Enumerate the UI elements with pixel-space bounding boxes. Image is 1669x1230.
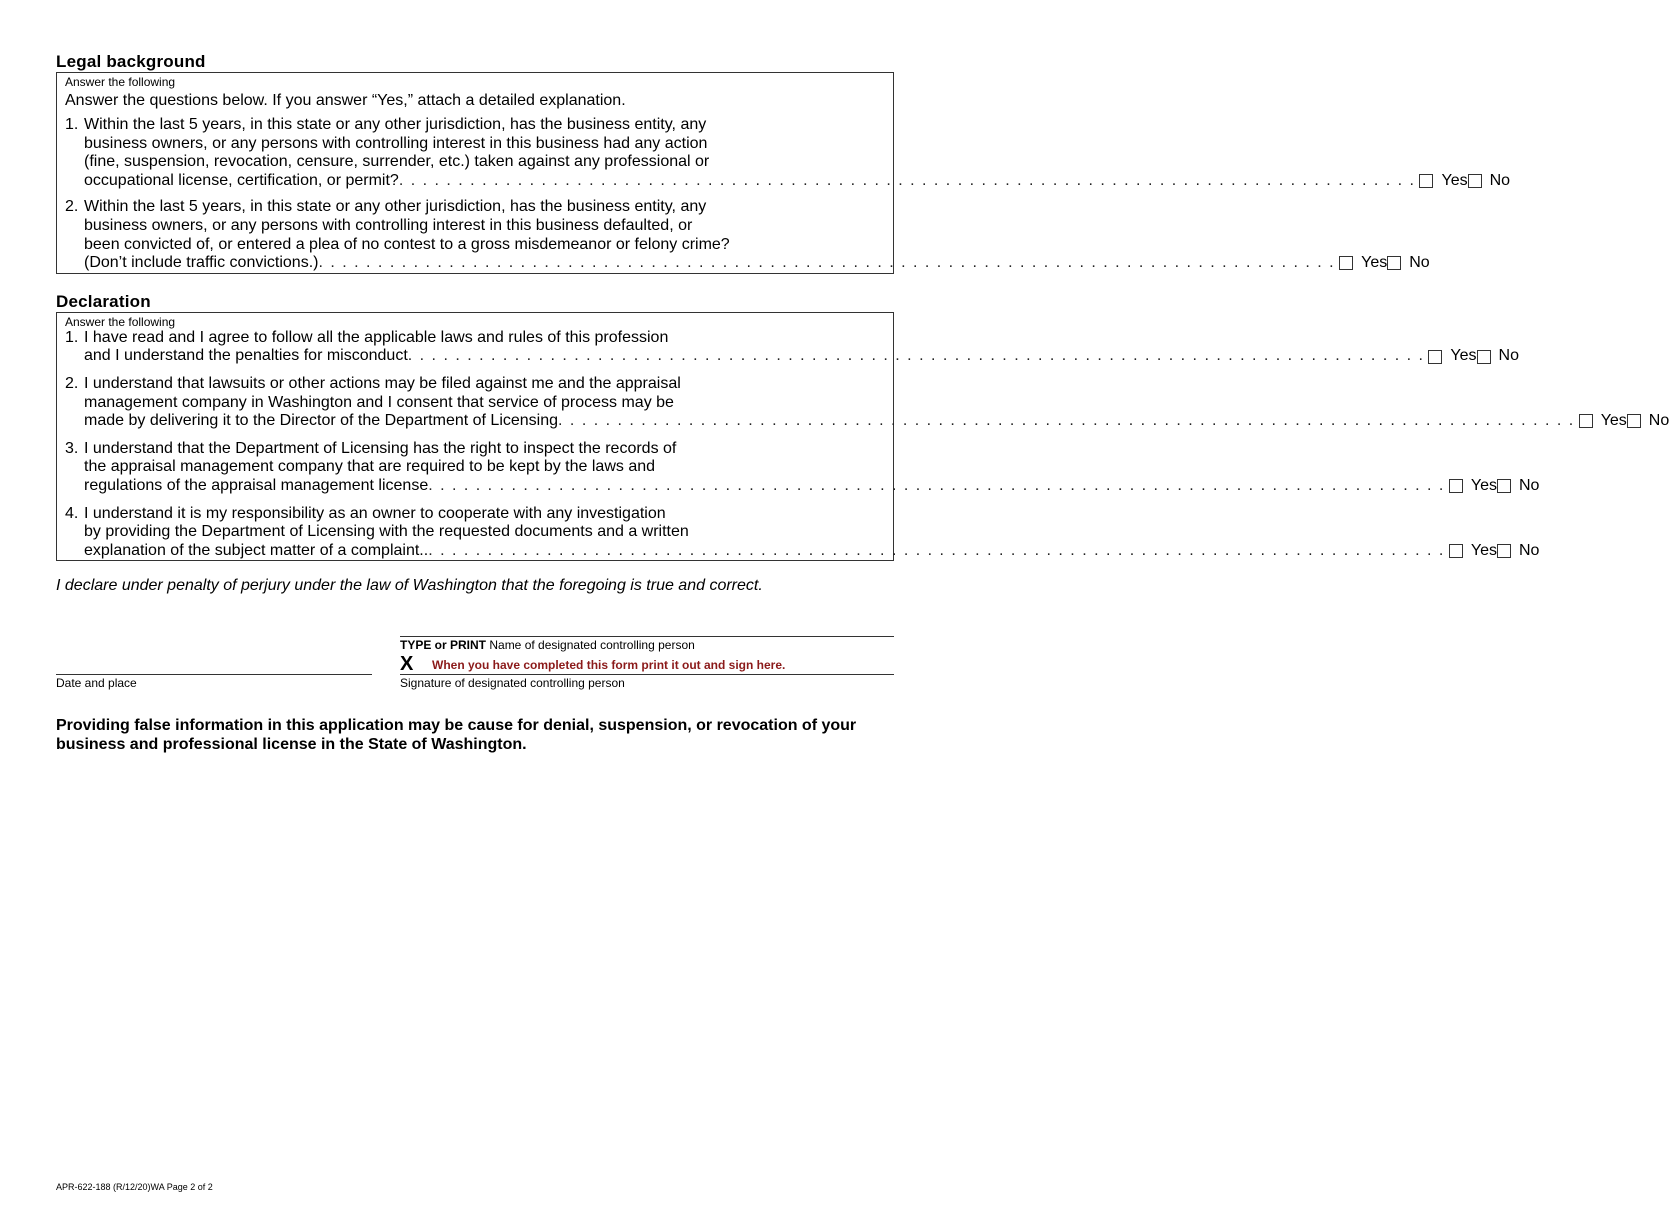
declaration-q3-yes-option[interactable] [1449, 477, 1497, 496]
yes-checkbox[interactable] [1579, 414, 1593, 428]
question-line: (fine, suspension, revocation, censure, surrender, etc.) taken against any professional or [84, 153, 710, 171]
question-line: Within the last 5 years, in this state or any other jurisdiction, has the business entity, any [84, 198, 707, 216]
no-label: No [1489, 171, 1511, 189]
signature-x-mark: X [400, 653, 414, 675]
question-line: by providing the Department of Licensing with the requested documents and a written [84, 523, 689, 541]
declaration-question-2 [65, 374, 1669, 431]
question-number: 2. [65, 198, 79, 216]
no-label: No [1409, 254, 1430, 272]
yes-label: Yes [1470, 541, 1497, 559]
question-line: I have read and I agree to follow all the applicable laws and rules of this profession [84, 328, 669, 346]
no-checkbox[interactable] [1468, 174, 1482, 188]
yes-checkbox[interactable] [1449, 544, 1463, 558]
question-line: management company in Washington and I consent that service of process may be [84, 393, 674, 411]
declaration-caption: Answer the following [65, 314, 176, 329]
no-label: No [1518, 476, 1540, 494]
legal-q2-yes-option[interactable] [1339, 254, 1387, 273]
question-line-last: (Don’t include traffic convictions.) [84, 254, 319, 272]
yes-checkbox[interactable] [1449, 479, 1463, 493]
dot-leader [318, 254, 1335, 273]
question-line: business owners, or any persons with controlling interest in this business defaulted, or [84, 216, 693, 234]
no-checkbox[interactable] [1497, 479, 1511, 493]
legal-question-2 [65, 198, 1430, 272]
name-label: TYPE or PRINT Name of designated controlling person [400, 638, 695, 652]
signature-line[interactable] [400, 674, 894, 675]
no-checkbox[interactable] [1387, 256, 1401, 270]
question-line-last: made by delivering it to the Director of the Department of Licensing [84, 412, 559, 430]
no-checkbox[interactable] [1497, 544, 1511, 558]
question-line-last: explanation of the subject matter of a complaint.. [84, 541, 429, 559]
declaration-q2-no-option[interactable] [1627, 412, 1669, 431]
legal-q2-no-option[interactable] [1387, 254, 1429, 273]
yes-checkbox[interactable] [1339, 256, 1353, 270]
form-page [56, 52, 1669, 595]
question-line: been convicted of, or entered a plea of no contest to a gross misdemeanor or felony crime? [84, 235, 730, 253]
yes-label: Yes [1441, 171, 1468, 189]
no-label: No [1648, 412, 1669, 430]
dot-leader [428, 477, 1445, 496]
legal-question-1 [65, 116, 1511, 190]
declaration-question-4 [65, 504, 1540, 561]
legal-caption: Answer the following [65, 75, 176, 89]
legal-background-box [56, 72, 1511, 274]
question-line: the appraisal management company that are required to be kept by the laws and [84, 458, 656, 476]
question-number: 1. [65, 116, 79, 133]
declaration-title: Declaration [56, 291, 151, 311]
dot-leader [558, 412, 1575, 431]
yes-label: Yes [1600, 412, 1627, 430]
legal-q1-no-option[interactable] [1468, 172, 1510, 191]
question-line: Within the last 5 years, in this state or any other jurisdiction, has the business entity, any [84, 116, 707, 133]
question-line: I understand that the Department of Licensing has the right to inspect the records of [84, 439, 677, 457]
question-number: 3. [65, 439, 79, 457]
declaration-q4-yes-option[interactable] [1449, 542, 1497, 561]
question-number: 2. [65, 374, 79, 392]
question-line: I understand it is my responsibility as an owner to cooperate with any investigation [84, 504, 666, 522]
declaration-box [56, 312, 1669, 562]
dot-leader [399, 172, 1416, 191]
declaration-q4-no-option[interactable] [1497, 542, 1539, 561]
question-line-last: occupational license, certification, or permit? [84, 171, 399, 189]
question-number: 1. [65, 328, 79, 346]
yes-label: Yes [1450, 347, 1477, 365]
date-line[interactable] [56, 674, 372, 675]
no-checkbox[interactable] [1477, 350, 1491, 364]
declaration-q2-yes-option[interactable] [1579, 412, 1627, 431]
no-checkbox[interactable] [1627, 414, 1641, 428]
question-number: 4. [65, 504, 79, 522]
date-place-label: Date and place [56, 676, 137, 690]
declaration-q1-no-option[interactable] [1477, 347, 1519, 366]
no-label: No [1518, 541, 1540, 559]
sign-here-note: When you have completed this form print it out and sign here. [432, 658, 786, 672]
signature-label: Signature of designated controlling person [400, 676, 625, 690]
name-line[interactable] [400, 636, 894, 637]
declaration-q1-yes-option[interactable] [1428, 347, 1476, 366]
legal-intro: Answer the questions below. If you answer “Yes,” attach a detailed explanation. [65, 92, 626, 109]
signature-area [56, 636, 894, 696]
false-info-warning: Providing false information in this application may be cause for denial, suspension, or revocation of your business and professional license in the State of Washington. [56, 717, 857, 753]
question-line-last: regulations of the appraisal management license [84, 476, 429, 494]
yes-label: Yes [1361, 254, 1388, 272]
question-line: business owners, or any persons with controlling interest in this business had any action [84, 134, 708, 152]
legal-background-title: Legal background [56, 52, 206, 71]
dot-leader [408, 347, 1425, 366]
declaration-question-3 [65, 439, 1540, 496]
no-label: No [1498, 347, 1519, 365]
form-footer: APR-622-188 (R/12/20)WA Page 2 of 2 [56, 1182, 213, 1192]
question-line: I understand that lawsuits or other actions may be filed against me and the appraisal [84, 374, 681, 392]
declaration-q3-no-option[interactable] [1497, 477, 1539, 496]
declaration-question-1 [65, 328, 1519, 366]
question-line-last: and I understand the penalties for misconduct [84, 347, 408, 365]
perjury-statement: I declare under penalty of perjury under the law of Washington that the foregoing is true and correct. [56, 577, 763, 595]
yes-checkbox[interactable] [1428, 350, 1442, 364]
legal-q1-yes-option[interactable] [1419, 172, 1467, 191]
dot-leader [428, 542, 1445, 561]
yes-checkbox[interactable] [1419, 174, 1433, 188]
yes-label: Yes [1470, 476, 1497, 494]
